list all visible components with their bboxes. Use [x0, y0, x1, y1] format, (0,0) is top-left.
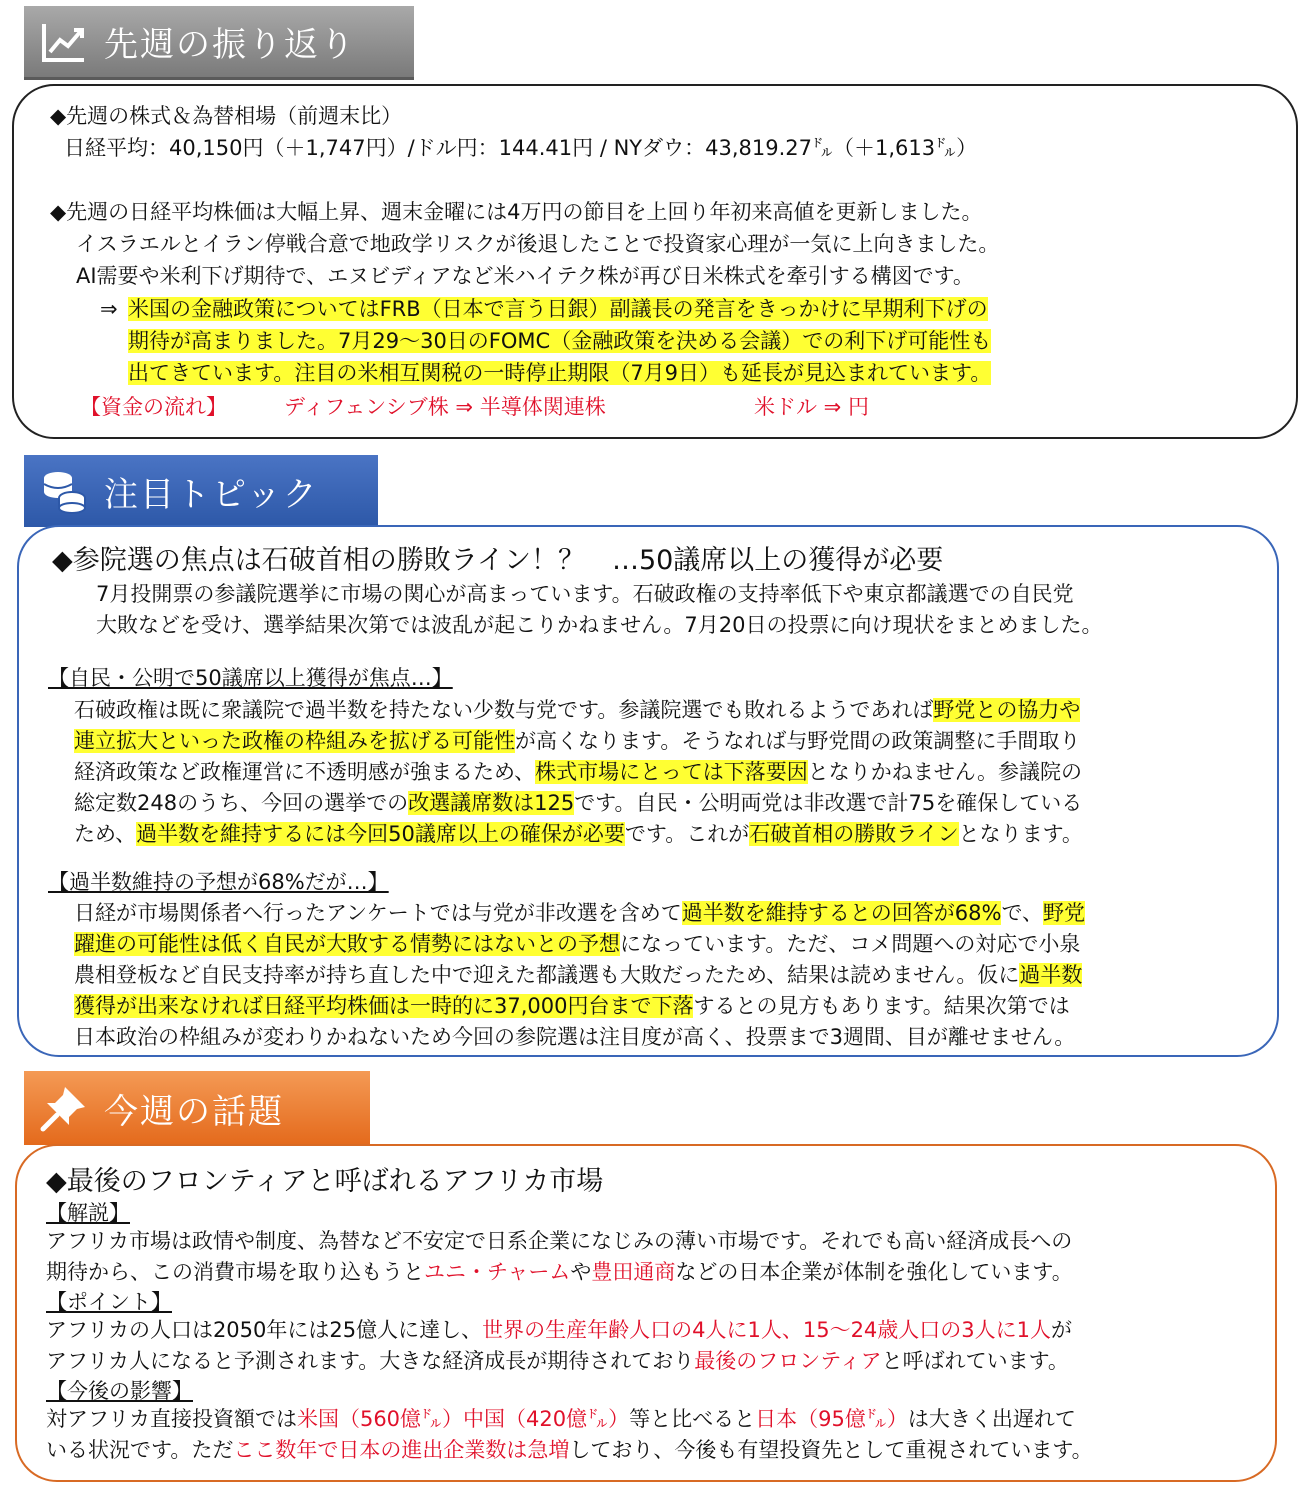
- section-tab-week: [24, 1071, 370, 1145]
- highlight-line: 期待が高まりました。7月29～30日のFOMC（金融政策を決める会議）での利下げ可能性も: [128, 329, 992, 353]
- text: 期待から、この消費市場を取り込もうと: [46, 1260, 424, 1284]
- text: になっています。ただ、コメ問題への対応で小泉: [620, 932, 1081, 956]
- pushpin-icon: [38, 1082, 90, 1134]
- text: 農相登板など自民支持率が持ち直した中で迎えた都議選も大敗だったため、結果は読めません。仮に: [74, 963, 1020, 987]
- text: 石破政権は既に衆議院で過半数を持たない少数与党です。参議院選でも敗れるようであれば: [74, 698, 934, 722]
- text: 対アフリカ直接投資額では: [46, 1407, 297, 1431]
- topic-intro: 7月投開票の参議院選挙に市場の関心が高まっています。石破政権の支持率低下や東京都議選での自民党: [96, 582, 1074, 606]
- section-title: 先週の振り返り: [104, 25, 356, 65]
- highlight: 株式市場にとっては下落要因: [535, 760, 808, 784]
- week-subheading: 【ポイント】: [46, 1290, 172, 1314]
- company-name: 豊田通商: [591, 1260, 676, 1284]
- week-subheading: 【解説】: [46, 1201, 130, 1225]
- topic-intro: 大敗などを受け、選挙結果次第では波乱が起こりかねません。7月20日の投票に向け現状をまとめました。: [96, 613, 1103, 637]
- red-emphasis: 最後のフロンティア: [694, 1349, 882, 1373]
- text: 日経が市場関係者へ行ったアンケートでは与党が非改選を含めて: [74, 901, 682, 925]
- arrow-mark: ⇒: [100, 297, 118, 321]
- highlight: 野党: [1043, 901, 1086, 925]
- section-tab-review: [24, 6, 414, 80]
- text: アフリカ人になると予測されます。大きな経済成長が期待されており: [46, 1349, 695, 1373]
- red-emphasis: ここ数年で日本の進出企業数は急増: [233, 1438, 570, 1462]
- money-flow-label: 【資金の流れ】: [80, 395, 227, 419]
- week-heading: ◆最後のフロンティアと呼ばれるアフリカ市場: [46, 1166, 604, 1197]
- highlight: 野党との協力や: [933, 698, 1081, 722]
- text: 経済政策など政権運営に不透明感が強まるため、: [74, 760, 536, 784]
- text: や: [570, 1260, 592, 1284]
- review-heading-2: ◆先週の日経平均株価は大幅上昇、週末金曜には4万円の節目を上回り年初来高値を更新しました。: [50, 200, 983, 224]
- highlight: 改選議席数は125: [408, 791, 575, 815]
- market-summary: 日経平均：40,150円（＋1,747円）/ドル円：144.41円 / NYダウ：43,819.27㌦（＋1,613㌦）: [64, 136, 978, 160]
- highlight: 連立拡大といった政権の枠組みを拡げる可能性: [74, 729, 515, 753]
- text: で、: [1001, 901, 1044, 925]
- review-line: イスラエルとイラン停戦合意で地政学リスクが後退したことで投資家心理が一気に上向きました。: [76, 232, 1000, 256]
- money-flow-stocks: ディフェンシブ株 ⇒ 半導体関連株: [284, 395, 606, 419]
- text: です。自民・公明両党は非改選で計75を確保している: [574, 791, 1083, 815]
- company-name: ユニ・チャーム: [424, 1260, 571, 1284]
- red-emphasis: 世界の生産年齢人口の4人に1人、15～24歳人口の3人に1人: [482, 1318, 1052, 1342]
- highlight-line: 米国の金融政策についてはFRB（日本で言う日銀）副議長の発言をきっかけに早期利下げの: [128, 297, 988, 321]
- line-chart-icon: [38, 16, 90, 68]
- text: しており、今後も有望投資先として重視されています。: [569, 1438, 1093, 1462]
- text: するとの見方もあります。結果次第では: [693, 994, 1070, 1018]
- text: が高くなります。そうなれば与野党間の政策調整に手間取り: [515, 729, 1081, 753]
- highlight: 過半数を維持するとの回答が68%: [681, 901, 1002, 925]
- section-title: 注目トピック: [104, 474, 319, 515]
- topic-heading: ◆参院選の焦点は石破首相の勝敗ライン！？ …50議席以上の獲得が必要: [52, 545, 944, 576]
- section-title: 今週の話題: [104, 1091, 284, 1132]
- text: 等と比べると: [629, 1407, 756, 1431]
- coins-icon: [38, 465, 90, 517]
- text: となりかねません。参議院の: [807, 760, 1083, 784]
- highlight: 躍進の可能性は低く自民が大敗する情勢にはないとの予想: [74, 932, 620, 956]
- text: と呼ばれています。: [881, 1349, 1069, 1373]
- text: アフリカの人口は2050年には25億人に達し、: [46, 1318, 483, 1342]
- text: は大きく出遅れて: [907, 1407, 1076, 1431]
- highlight-line: 出てきています。注目の米相互関税の一時停止期限（7月9日）も延長が見込まれています。: [128, 361, 992, 385]
- section-tab-topic: [24, 455, 378, 527]
- text: 日本政治の枠組みが変わりかねないため今回の参院選は注目度が高く、投票まで3週間、目が離せません。: [74, 1025, 1076, 1049]
- highlight: 過半数: [1019, 963, 1083, 987]
- text: などの日本企業が体制を強化しています。: [675, 1260, 1073, 1284]
- text: が: [1051, 1318, 1073, 1342]
- red-emphasis: 日本（95億㌦）: [755, 1407, 908, 1431]
- topic-subheading-1: 【自民・公明で50議席以上獲得が焦点…】: [48, 666, 453, 690]
- review-line: AI需要や米利下げ期待で、エヌビディアなど米ハイテク株が再び日米株式を牽引する構図です。: [76, 264, 974, 288]
- red-emphasis: 米国（560億㌦）中国（420億㌦）: [296, 1407, 630, 1431]
- highlight: 獲得が出来なければ日経平均株価は一時的に37,000円台まで下落: [74, 994, 694, 1018]
- text: いる状況です。ただ: [46, 1438, 234, 1462]
- text: となります。: [958, 822, 1083, 846]
- text: ため、: [74, 822, 137, 846]
- topic-subheading-2: 【過半数維持の予想が68%だが…】: [48, 870, 389, 894]
- money-flow-fx: 米ドル ⇒ 円: [754, 395, 869, 419]
- highlight: 過半数を維持するには今回50議席以上の確保が必要: [136, 822, 625, 846]
- review-heading-1: ◆先週の株式＆為替相場（前週末比）: [50, 104, 403, 128]
- week-subheading: 【今後の影響】: [46, 1379, 193, 1403]
- text: アフリカ市場は政情や制度、為替など不安定で日系企業になじみの薄い市場です。それでも高い経済成長への: [46, 1229, 1073, 1253]
- highlight: 石破首相の勝敗ライン: [749, 822, 959, 846]
- text: です。これが: [624, 822, 750, 846]
- text: 総定数248のうち、今回の選挙での: [74, 791, 409, 815]
